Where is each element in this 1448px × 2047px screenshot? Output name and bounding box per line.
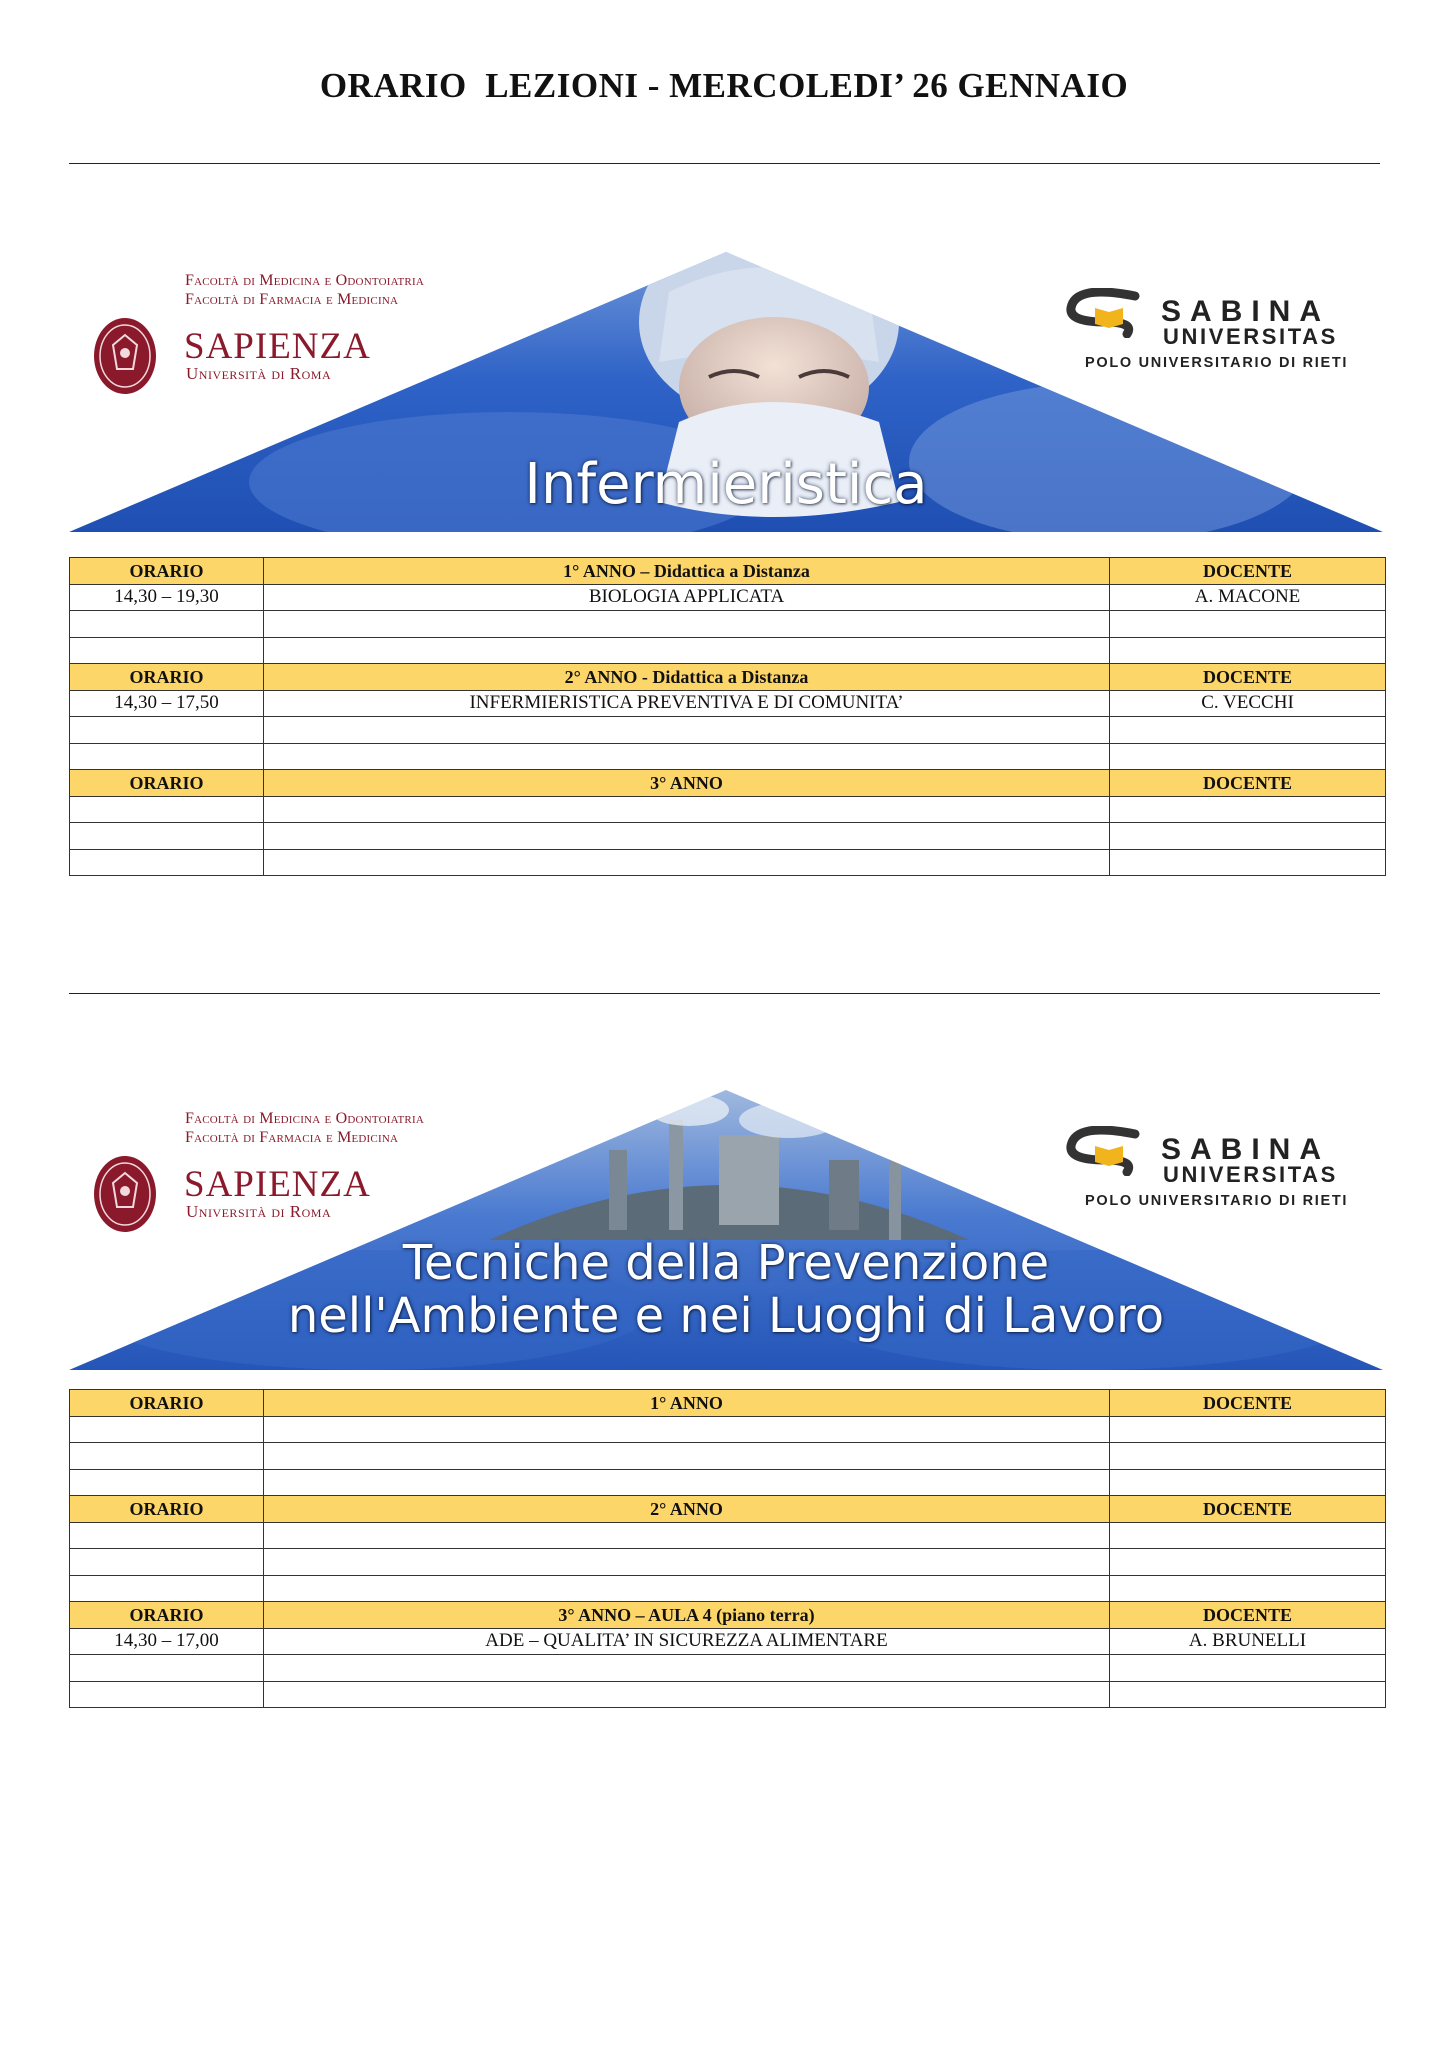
cell-teacher: A. BRUNELLI bbox=[1110, 1628, 1386, 1655]
table-header-row bbox=[70, 1496, 1386, 1523]
cell-time bbox=[70, 1655, 264, 1682]
cell-course bbox=[264, 743, 1110, 770]
cell-time bbox=[70, 1522, 264, 1549]
cell-teacher bbox=[1110, 717, 1386, 744]
cell-time bbox=[70, 849, 264, 876]
table-row bbox=[70, 1681, 1386, 1708]
table-row bbox=[70, 1549, 1386, 1576]
cell-course bbox=[264, 1522, 1110, 1549]
cell-course bbox=[264, 1469, 1110, 1496]
cell-time bbox=[70, 1549, 264, 1576]
banner-infermieristica bbox=[69, 252, 1383, 532]
cell-course bbox=[264, 1443, 1110, 1470]
cell-teacher bbox=[1110, 1681, 1386, 1708]
cell-time bbox=[70, 1416, 264, 1443]
faculty-line-1: Facoltà di Medicina e Odontoiatria bbox=[185, 1110, 424, 1127]
sapienza-subtitle: Università di Roma bbox=[186, 1202, 332, 1221]
cell-course bbox=[264, 1655, 1110, 1682]
col-docente: DOCENTE bbox=[1110, 1496, 1386, 1523]
sabina-line1: SABINA bbox=[1161, 295, 1331, 328]
table-row bbox=[70, 611, 1386, 638]
table-row bbox=[70, 743, 1386, 770]
banner-title-line1: Infermieristica bbox=[524, 452, 928, 517]
table-header-row bbox=[70, 1602, 1386, 1629]
cell-teacher bbox=[1110, 823, 1386, 850]
table-row bbox=[70, 1443, 1386, 1470]
col-docente: DOCENTE bbox=[1110, 664, 1386, 691]
cell-teacher bbox=[1110, 611, 1386, 638]
table-row bbox=[70, 1469, 1386, 1496]
book-swoosh-icon bbox=[1065, 288, 1145, 338]
cell-course bbox=[264, 717, 1110, 744]
cell-time bbox=[70, 1681, 264, 1708]
table-header-row bbox=[70, 770, 1386, 797]
banner-title-line2: nell'Ambiente e nei Luoghi di Lavoro bbox=[287, 1288, 1165, 1344]
cell-teacher bbox=[1110, 743, 1386, 770]
col-year: 1° ANNO bbox=[264, 1390, 1110, 1417]
cell-course bbox=[264, 1575, 1110, 1602]
table-row bbox=[70, 717, 1386, 744]
col-docente: DOCENTE bbox=[1110, 1390, 1386, 1417]
cell-time: 14,30 – 17,50 bbox=[70, 690, 264, 717]
col-year: 2° ANNO - Didattica a Distanza bbox=[264, 664, 1110, 691]
cell-course bbox=[264, 823, 1110, 850]
table-row bbox=[70, 584, 1386, 611]
cell-course bbox=[264, 796, 1110, 823]
table-row bbox=[70, 849, 1386, 876]
col-year: 2° ANNO bbox=[264, 1496, 1110, 1523]
faculty-line-2: Facoltà di Farmacia e Medicina bbox=[185, 1129, 399, 1146]
col-year: 1° ANNO – Didattica a Distanza bbox=[264, 558, 1110, 585]
faculty-line-1: Facoltà di Medicina e Odontoiatria bbox=[185, 272, 424, 289]
cell-time bbox=[70, 796, 264, 823]
sabina-line3: POLO UNIVERSITARIO DI RIETI bbox=[1085, 355, 1349, 371]
col-year: 3° ANNO – AULA 4 (piano terra) bbox=[264, 1602, 1110, 1629]
cell-time: 14,30 – 19,30 bbox=[70, 584, 264, 611]
cell-course bbox=[264, 1549, 1110, 1576]
sapienza-subtitle: Università di Roma bbox=[186, 364, 332, 383]
cell-time: 14,30 – 17,00 bbox=[70, 1628, 264, 1655]
page-title: ORARIO LEZIONI - MERCOLEDI’ 26 GENNAIO bbox=[319, 66, 1129, 105]
col-docente: DOCENTE bbox=[1110, 1602, 1386, 1629]
banner-tecniche-prevenzione bbox=[69, 1090, 1383, 1370]
sapienza-seal-icon bbox=[93, 1155, 157, 1233]
cell-course bbox=[264, 1416, 1110, 1443]
sapienza-seal-icon bbox=[93, 317, 157, 395]
cell-teacher bbox=[1110, 1443, 1386, 1470]
schedule-table-tecniche-prevenzione bbox=[69, 1389, 1386, 1708]
cell-time bbox=[70, 1443, 264, 1470]
col-orario: ORARIO bbox=[70, 558, 264, 585]
cell-time bbox=[70, 611, 264, 638]
sapienza-name: SAPIENZA bbox=[184, 326, 371, 367]
cell-teacher: A. MACONE bbox=[1110, 584, 1386, 611]
cell-teacher bbox=[1110, 1575, 1386, 1602]
cell-teacher bbox=[1110, 637, 1386, 664]
cell-teacher bbox=[1110, 1469, 1386, 1496]
col-orario: ORARIO bbox=[70, 1602, 264, 1629]
sabina-line2: UNIVERSITAS bbox=[1163, 1162, 1338, 1187]
sabina-line3: POLO UNIVERSITARIO DI RIETI bbox=[1085, 1193, 1349, 1209]
sabina-line2: UNIVERSITAS bbox=[1163, 324, 1338, 349]
cell-time bbox=[70, 717, 264, 744]
cell-course bbox=[264, 611, 1110, 638]
cell-course bbox=[264, 637, 1110, 664]
faculty-line-2: Facoltà di Farmacia e Medicina bbox=[185, 291, 399, 308]
sabina-line1: SABINA bbox=[1161, 1133, 1331, 1166]
table-row bbox=[70, 1655, 1386, 1682]
table-row bbox=[70, 1416, 1386, 1443]
cell-teacher bbox=[1110, 1522, 1386, 1549]
col-docente: DOCENTE bbox=[1110, 558, 1386, 585]
top-divider bbox=[69, 163, 1380, 164]
col-orario: ORARIO bbox=[70, 664, 264, 691]
banner-title-line1: Tecniche della Prevenzione bbox=[402, 1235, 1050, 1291]
middle-divider bbox=[69, 993, 1380, 994]
cell-teacher bbox=[1110, 849, 1386, 876]
cell-teacher bbox=[1110, 1416, 1386, 1443]
cell-course bbox=[264, 849, 1110, 876]
cell-time bbox=[70, 743, 264, 770]
table-row bbox=[70, 1522, 1386, 1549]
col-orario: ORARIO bbox=[70, 1390, 264, 1417]
cell-time bbox=[70, 1469, 264, 1496]
table-row bbox=[70, 690, 1386, 717]
table-row bbox=[70, 823, 1386, 850]
table-row bbox=[70, 637, 1386, 664]
col-orario: ORARIO bbox=[70, 770, 264, 797]
book-swoosh-icon bbox=[1065, 1126, 1145, 1176]
cell-teacher bbox=[1110, 1655, 1386, 1682]
cell-teacher bbox=[1110, 796, 1386, 823]
schedule-table-infermieristica bbox=[69, 557, 1386, 876]
table-header-row bbox=[70, 1390, 1386, 1417]
table-row bbox=[70, 796, 1386, 823]
cell-teacher: C. VECCHI bbox=[1110, 690, 1386, 717]
col-orario: ORARIO bbox=[70, 1496, 264, 1523]
cell-time bbox=[70, 823, 264, 850]
cell-course bbox=[264, 1681, 1110, 1708]
cell-teacher bbox=[1110, 1549, 1386, 1576]
cell-course: ADE – QUALITA’ IN SICUREZZA ALIMENTARE bbox=[264, 1628, 1110, 1655]
table-header-row bbox=[70, 558, 1386, 585]
cell-course: BIOLOGIA APPLICATA bbox=[264, 584, 1110, 611]
cell-time bbox=[70, 1575, 264, 1602]
table-row bbox=[70, 1628, 1386, 1655]
col-year: 3° ANNO bbox=[264, 770, 1110, 797]
sapienza-name: SAPIENZA bbox=[184, 1164, 371, 1205]
table-header-row bbox=[70, 664, 1386, 691]
col-docente: DOCENTE bbox=[1110, 770, 1386, 797]
cell-course: INFERMIERISTICA PREVENTIVA E DI COMUNITA’ bbox=[264, 690, 1110, 717]
cell-time bbox=[70, 637, 264, 664]
table-row bbox=[70, 1575, 1386, 1602]
